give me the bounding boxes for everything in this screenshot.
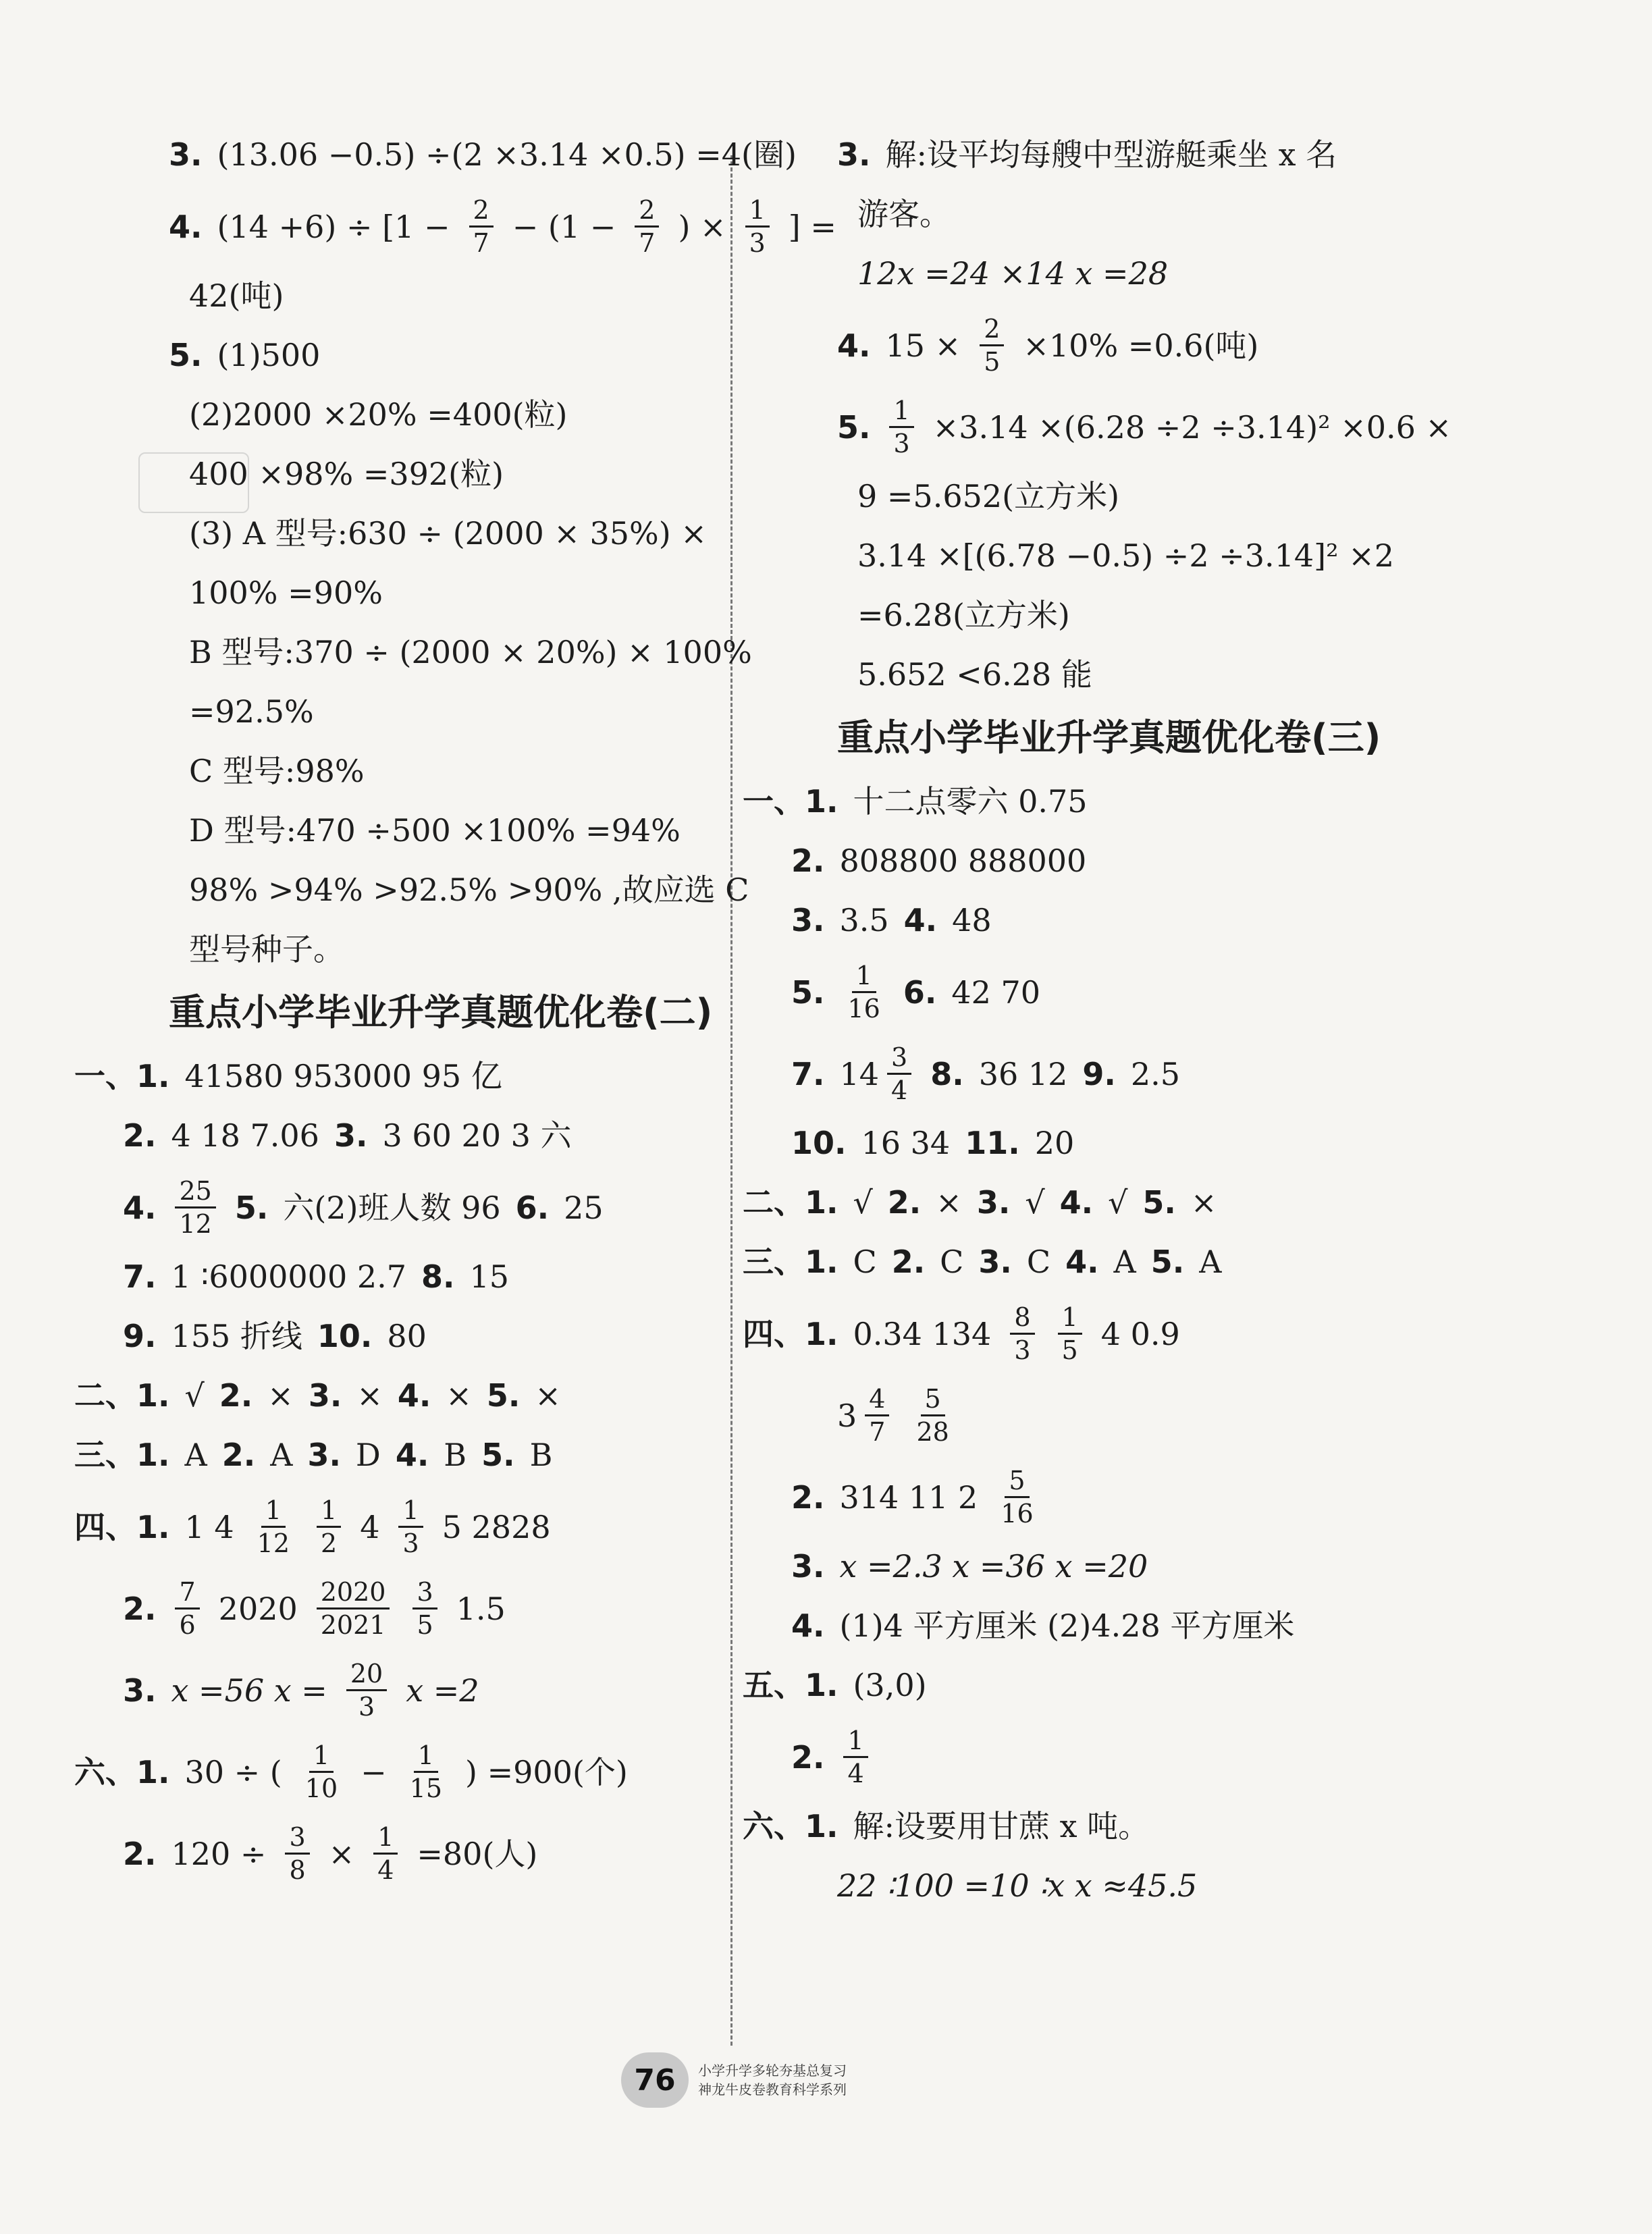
q-number: 5.: [234, 1189, 269, 1226]
q-number: 9.: [123, 1318, 157, 1354]
s4-row: [743, 1383, 1418, 1447]
s1-row: [74, 1257, 722, 1296]
s5-row: [743, 1666, 1418, 1705]
answer-5-line: [74, 751, 722, 791]
numerator: 5: [921, 1383, 945, 1416]
s1-row: [743, 841, 1418, 880]
denominator: 5: [1061, 1335, 1078, 1365]
answer-text: 12x =24 ×14 x =28: [857, 255, 1169, 292]
q-number: 3.: [123, 1672, 157, 1709]
mark: ×: [936, 1184, 962, 1221]
section-title-2: 重点小学毕业升学真题优化卷(二): [169, 991, 713, 1034]
answer-5-line: [74, 573, 722, 612]
numerator: 3: [412, 1576, 437, 1610]
q-number: 2.: [791, 843, 825, 879]
denominator: 10: [304, 1774, 338, 1803]
q-number: 4.: [397, 1377, 431, 1414]
fraction: [887, 1042, 911, 1106]
answer-text: 0.34 134: [853, 1315, 992, 1352]
denominator: 28: [916, 1417, 949, 1447]
choice: C: [853, 1244, 877, 1280]
numerator: 3: [285, 1821, 309, 1855]
section-label: 六、1.: [743, 1808, 838, 1844]
section-label: 三、1.: [74, 1437, 170, 1473]
q-number: 4.: [837, 327, 871, 364]
q-number: 4.: [791, 1607, 825, 1644]
fraction: [843, 1725, 868, 1789]
answer-text: 解:设平均每艘中型游艇乘坐 x 名: [885, 136, 1337, 173]
numerator: 1: [852, 960, 876, 993]
fraction: [398, 1495, 423, 1559]
denominator: 4: [891, 1075, 908, 1105]
answer-5: [74, 336, 722, 375]
fraction: [253, 1495, 294, 1559]
denominator: 16: [1001, 1499, 1034, 1528]
answer-text: 42 70: [951, 974, 1041, 1011]
choice: A: [270, 1437, 293, 1473]
choice: B: [529, 1437, 553, 1473]
expr-part: 30 ÷ (: [184, 1753, 282, 1790]
s2-row: [74, 1376, 722, 1415]
answer-text: B 型号:370 ÷ (2000 × 20%) × 100%: [189, 634, 752, 670]
q-number: 3.: [978, 1244, 1012, 1280]
answer-4: [74, 194, 836, 259]
denominator: 2021: [320, 1610, 386, 1640]
q-number: 3.: [791, 1548, 825, 1585]
mark: ×: [535, 1377, 561, 1414]
fraction: [1010, 1302, 1034, 1366]
answer-text: 解:设要用甘蔗 x 吨。: [853, 1808, 1150, 1844]
answer-5-line: [74, 395, 722, 434]
s4-row: [743, 1302, 1418, 1366]
denominator: 5: [984, 347, 1001, 377]
denominator: 2: [321, 1528, 338, 1558]
q-number: 5.: [169, 337, 203, 373]
answer-5-line: [743, 477, 1418, 516]
column-divider: [730, 155, 732, 2046]
denominator: 3: [1014, 1335, 1031, 1365]
page-footer: [621, 2052, 847, 2108]
s4-row: [74, 1576, 722, 1641]
numerator: 2: [980, 313, 1004, 346]
denominator: 5: [417, 1610, 433, 1640]
answer-5-line: [74, 692, 722, 731]
section-label: 六、1.: [74, 1753, 170, 1790]
fraction: [635, 194, 659, 259]
answer-text: 十二点零六 0.75: [853, 783, 1088, 820]
q-number: 4.: [1065, 1244, 1099, 1280]
answer-4-cont: [74, 276, 722, 315]
answer-text: 20: [1034, 1125, 1075, 1161]
fraction: [317, 1576, 390, 1641]
answer-5-line: [74, 454, 722, 494]
fraction: [317, 1495, 341, 1559]
mark: ×: [446, 1377, 472, 1414]
q-number: 8.: [421, 1258, 455, 1295]
answer-text: 25: [564, 1189, 604, 1226]
mark: √: [853, 1184, 873, 1221]
choice: C: [940, 1244, 964, 1280]
q-number: 2.: [891, 1244, 926, 1280]
fraction: [865, 1383, 889, 1447]
fraction: [373, 1821, 398, 1886]
answer-5: [743, 395, 1452, 459]
answer-text: 100% =90%: [189, 575, 383, 611]
numerator: 1: [843, 1725, 868, 1758]
answer-text: 型号种子。: [189, 931, 344, 967]
answer-text: 1 ∶6000000 2.7: [171, 1258, 406, 1295]
q-number: 2.: [123, 1835, 157, 1872]
s4-row: [74, 1658, 722, 1722]
q-number: 8.: [930, 1055, 964, 1092]
q-number: 2.: [887, 1184, 922, 1221]
answer-5-line: [74, 633, 752, 672]
series-line-2: 神龙牛皮卷教育科学系列: [698, 2081, 847, 2098]
numerator: 20: [346, 1658, 387, 1691]
answer-text: 15: [469, 1258, 510, 1295]
choice: C: [1026, 1244, 1051, 1280]
page-number: 76: [621, 2052, 689, 2108]
whole: 14: [839, 1055, 880, 1092]
section-label: 一、1.: [74, 1058, 170, 1094]
expr-part: (14 +6) ÷ [1 −: [217, 208, 450, 245]
fraction: [285, 1821, 309, 1886]
expr-part: ×10% =0.6(吨): [1023, 327, 1259, 364]
numerator: 2: [469, 194, 494, 228]
numerator: 3: [887, 1042, 911, 1075]
denominator: 3: [749, 228, 766, 258]
q-number: 4.: [395, 1437, 429, 1473]
expr-part: ] =: [788, 208, 836, 245]
s6-row: [743, 1807, 1418, 1846]
q-number: 4.: [169, 208, 203, 245]
right-column: [743, 135, 1452, 1925]
q-number: 10.: [791, 1125, 847, 1161]
denominator: 12: [179, 1209, 212, 1239]
answer-text: 155 折线: [171, 1318, 302, 1354]
numerator: 4: [865, 1383, 889, 1416]
mixed-number: [837, 1383, 893, 1447]
q-number: 3.: [791, 902, 825, 938]
answer-3: [74, 135, 797, 174]
expr-part: ×3.14 ×(6.28 ÷2 ÷3.14)² ×0.6 ×: [932, 408, 1452, 446]
q-number: 2.: [791, 1479, 825, 1516]
q-number: 2.: [791, 1738, 825, 1776]
numerator: 1: [745, 194, 770, 228]
mark: ×: [267, 1377, 294, 1414]
expr-part: =80(人): [417, 1835, 538, 1872]
fraction: [175, 1576, 199, 1641]
s1-row: [74, 1317, 722, 1356]
numerator: 5: [1005, 1465, 1029, 1498]
numerator: 1: [261, 1495, 286, 1528]
fraction: [980, 313, 1004, 377]
answer-text: C 型号:98%: [189, 753, 365, 789]
section-label: 四、1.: [743, 1315, 838, 1352]
s1-row: [743, 960, 1418, 1024]
answer-text: 3.14 ×[(6.78 −0.5) ÷2 ÷3.14]² ×2: [857, 537, 1395, 574]
answer-text: 98% >94% >92.5% >90% ,故应选 C: [189, 872, 749, 908]
answer-text: (3,0): [853, 1667, 927, 1703]
answer-5-line: [74, 514, 722, 553]
s1-row: [743, 1042, 1418, 1106]
s2-row: [743, 1183, 1418, 1222]
answer-text: 42(吨): [189, 277, 284, 314]
answer-text: x =2.3 x =36 x =20: [839, 1548, 1148, 1585]
numerator: 1: [1058, 1302, 1082, 1335]
numerator: 1: [373, 1821, 398, 1855]
answer-3-line: [743, 194, 1418, 234]
choice: A: [1199, 1244, 1222, 1280]
expr-part: −: [361, 1753, 387, 1790]
fraction: [301, 1740, 342, 1804]
s1-row: [743, 782, 1418, 821]
s3-row: [743, 1242, 1418, 1281]
q-number: 11.: [965, 1125, 1020, 1161]
series-line-1: 小学升学多轮夯基总复习: [698, 2063, 847, 2079]
q-number: 5.: [1142, 1184, 1176, 1221]
denominator: 7: [473, 228, 489, 258]
expr-part: 15 ×: [885, 327, 961, 364]
s1-row: [74, 1116, 722, 1155]
q-number: 2.: [221, 1437, 256, 1473]
section-label: 一、1.: [743, 783, 838, 820]
numerator: 8: [1010, 1302, 1034, 1335]
q-number: 2.: [219, 1377, 253, 1414]
section-label: 三、1.: [743, 1244, 838, 1280]
s1-row: [743, 901, 1418, 940]
numerator: 1: [309, 1740, 334, 1773]
numerator: 1: [398, 1495, 423, 1528]
s4-row: [743, 1547, 1418, 1586]
q-number: 3.: [307, 1437, 341, 1473]
answer-5-line: [74, 811, 722, 850]
fraction: [912, 1383, 953, 1447]
answer-text: 游客。: [857, 196, 951, 232]
fraction: [406, 1740, 446, 1804]
denominator: 6: [179, 1610, 196, 1640]
choice: D: [355, 1437, 381, 1473]
answer-text: 80: [387, 1318, 427, 1354]
s6-row: [74, 1821, 722, 1886]
mixed-number: [839, 1042, 915, 1106]
answer-text: (3) A 型号:630 ÷ (2000 × 35%) ×: [189, 515, 707, 552]
answer-5-line: [74, 870, 749, 909]
numerator: 1: [414, 1740, 438, 1773]
choice: A: [1113, 1244, 1136, 1280]
answer-text: x =56 x =: [171, 1672, 327, 1709]
answer-text: (1)500: [217, 337, 321, 373]
denominator: 4: [377, 1855, 394, 1885]
denominator: 16: [847, 994, 880, 1023]
q-number: 3.: [169, 136, 203, 173]
expr-part: ) ×: [678, 208, 726, 245]
answer-text: 41580 953000 95 亿: [184, 1058, 502, 1094]
choice: B: [444, 1437, 467, 1473]
answer-4: [743, 313, 1418, 377]
answer-text: (2)2000 ×20% =400(粒): [189, 396, 568, 433]
q-number: 3.: [308, 1377, 342, 1414]
mark: ×: [1190, 1184, 1217, 1221]
s4-row: [743, 1606, 1418, 1645]
mark: ×: [356, 1377, 383, 1414]
expr-part: ) =900(个): [465, 1753, 628, 1790]
choice: A: [184, 1437, 207, 1473]
answer-text: 22 ∶100 =10 ∶x x ≈45.5: [837, 1867, 1198, 1904]
answer-text: 1 4: [184, 1508, 234, 1545]
numerator: 1: [317, 1495, 341, 1528]
answer-text: (1)4 平方厘米 (2)4.28 平方厘米: [839, 1607, 1295, 1644]
fraction: [412, 1576, 437, 1641]
q-number: 10.: [317, 1318, 373, 1354]
answer-5-line: [743, 595, 1418, 635]
q-number: 7.: [123, 1258, 157, 1295]
s5-row: [743, 1725, 1418, 1789]
denominator: 3: [893, 429, 910, 458]
q-number: 5.: [486, 1377, 521, 1414]
answer-text: 16 34: [861, 1125, 951, 1161]
s1-row: [74, 1057, 722, 1096]
answer-text: =6.28(立方米): [857, 597, 1070, 633]
numerator: 2020: [317, 1576, 390, 1610]
fraction: [889, 395, 913, 459]
denominator: 7: [639, 228, 656, 258]
answer-text: =92.5%: [189, 693, 314, 730]
q-number: 4.: [1059, 1184, 1094, 1221]
mark: √: [1108, 1184, 1128, 1221]
denominator: 15: [409, 1774, 443, 1803]
fraction: [346, 1658, 387, 1722]
fraction: [469, 194, 494, 259]
answer-text: 4: [360, 1508, 380, 1545]
answer-text: 3.5: [839, 902, 889, 938]
numerator: 25: [175, 1175, 215, 1208]
fraction: [843, 960, 884, 1024]
mark: √: [184, 1377, 205, 1414]
answer-text: 5 2828: [442, 1508, 551, 1545]
denominator: 3: [358, 1692, 375, 1722]
answer-3-line: [743, 254, 1418, 293]
answer-text: 48: [952, 902, 992, 938]
q-number: 7.: [791, 1055, 825, 1092]
section-label: 五、1.: [743, 1667, 838, 1703]
answer-text: 4 18 7.06: [171, 1117, 319, 1154]
q-number: 6.: [515, 1189, 550, 1226]
q-number: 5.: [837, 408, 871, 446]
q-number: 9.: [1082, 1055, 1116, 1092]
s4-row: [74, 1495, 722, 1559]
numerator: 1: [889, 395, 913, 428]
answer-text: 2.5: [1130, 1055, 1181, 1092]
answer-text: 5.652 <6.28 能: [857, 656, 1092, 693]
s6-row: [743, 1866, 1418, 1905]
section-label: 二、1.: [743, 1184, 838, 1221]
answer-text: 3 60 20 3 六: [382, 1117, 572, 1154]
answer-text: 4 0.9: [1100, 1315, 1180, 1352]
section-label: 四、1.: [74, 1508, 170, 1545]
s1-row: [743, 1123, 1418, 1163]
denominator: 4: [847, 1759, 864, 1788]
answer-text: x =2: [406, 1672, 479, 1709]
answer-5-line: [743, 536, 1418, 575]
expr-part: − (1 −: [512, 208, 616, 245]
s4-row: [743, 1465, 1418, 1529]
q-number: 2.: [123, 1117, 157, 1154]
q-number: 5.: [791, 974, 825, 1011]
answer-text: 314 11 2: [839, 1479, 978, 1516]
series-info: [698, 2061, 847, 2099]
section-label: 二、1.: [74, 1377, 170, 1414]
fraction: [175, 1175, 215, 1240]
s6-row: [74, 1740, 722, 1804]
denominator: 7: [869, 1417, 886, 1447]
answer-3: [743, 135, 1418, 174]
expr-part: 120 ÷: [171, 1835, 267, 1872]
answer-5-line: [743, 655, 1418, 694]
q-number: 2.: [123, 1590, 157, 1627]
q-number: 5.: [1150, 1244, 1185, 1280]
denominator: 12: [257, 1528, 290, 1558]
q-number: 4.: [123, 1189, 157, 1226]
q-number: 5.: [481, 1437, 515, 1473]
s1-row: [74, 1175, 722, 1240]
answer-text: 9 =5.652(立方米): [857, 478, 1120, 514]
answer-text: 36 12: [978, 1055, 1068, 1092]
section-title-3: 重点小学毕业升学真题优化卷(三): [837, 716, 1381, 759]
answer-text: 400 ×98% =392(粒): [189, 456, 504, 492]
mark: √: [1025, 1184, 1045, 1221]
numerator: 2: [635, 194, 659, 228]
q-number: 3.: [837, 136, 871, 173]
s3-row: [74, 1435, 722, 1474]
numerator: 7: [175, 1576, 199, 1610]
q-number: 3.: [976, 1184, 1011, 1221]
answer-text: (13.06 −0.5) ÷(2 ×3.14 ×0.5) =4(圈): [217, 136, 797, 173]
answer-text: 六(2)班人数 96: [283, 1189, 501, 1226]
q-number: 4.: [903, 902, 938, 938]
fraction: [996, 1465, 1037, 1529]
whole: 3: [837, 1397, 857, 1434]
answer-text: 2020: [218, 1590, 298, 1627]
q-number: 3.: [334, 1117, 368, 1154]
answer-5-line: [74, 930, 722, 969]
answer-text: 808800 888000: [839, 843, 1087, 879]
denominator: 3: [402, 1528, 419, 1558]
fraction: [1058, 1302, 1082, 1366]
q-number: 6.: [903, 974, 937, 1011]
expr-part: ×: [328, 1835, 355, 1872]
answer-text: D 型号:470 ÷500 ×100% =94%: [189, 812, 681, 849]
answer-text: 1.5: [456, 1590, 506, 1627]
denominator: 8: [289, 1855, 306, 1885]
